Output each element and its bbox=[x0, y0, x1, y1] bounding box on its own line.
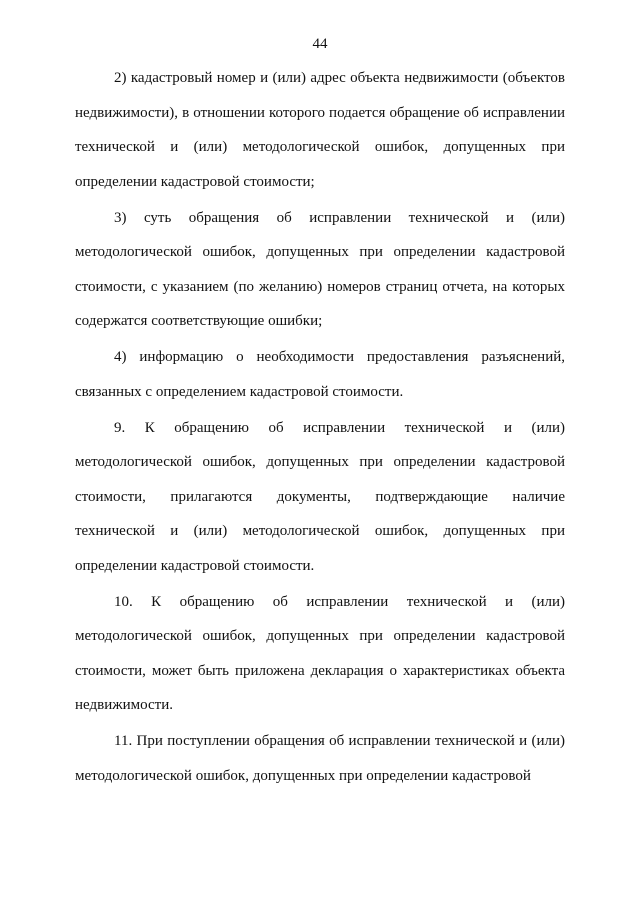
paragraph-section-9: 9. К обращению об исправлении технической и (или) методологической ошибок, допущенных при определении кадастровой стоимости, прилагаются документы, подтверждающие наличие технической и (или) методологической ошибок, допущенных при определении кадастровой стоимости. bbox=[75, 419, 565, 574]
paragraph-item-3: 3) суть обращения об исправлении технической и (или) методологической ошибок, допущенных при определении кадастровой стоимости, с указанием (по желанию) номеров страниц отчета, на которых содержатся соответствующие ошибки; bbox=[75, 209, 565, 329]
page-number: 44 bbox=[312, 36, 328, 52]
paragraph-section-11: 11. При поступлении обращения об исправлении технической и (или) методологической ошибок, допущенных при определении кадастровой bbox=[75, 733, 565, 784]
document-body bbox=[75, 61, 565, 795]
paragraph-item-2: 2) кадастровый номер и (или) адрес объекта недвижимости (объектов недвижимости), в отношении которого подается обращение об исправлении технической и (или) методологической ошибок, допущенных при определении кадастровой стоимости; bbox=[75, 70, 565, 190]
paragraph-section-10: 10. К обращению об исправлении технической и (или) методологической ошибок, допущенных при определении кадастровой стоимости, может быть приложена декларация о характеристиках объекта недвижимости. bbox=[75, 593, 565, 713]
paragraph-item-4: 4) информацию о необходимости предоставления разъяснений, связанных с определением кадастровой стоимости. bbox=[75, 349, 565, 400]
